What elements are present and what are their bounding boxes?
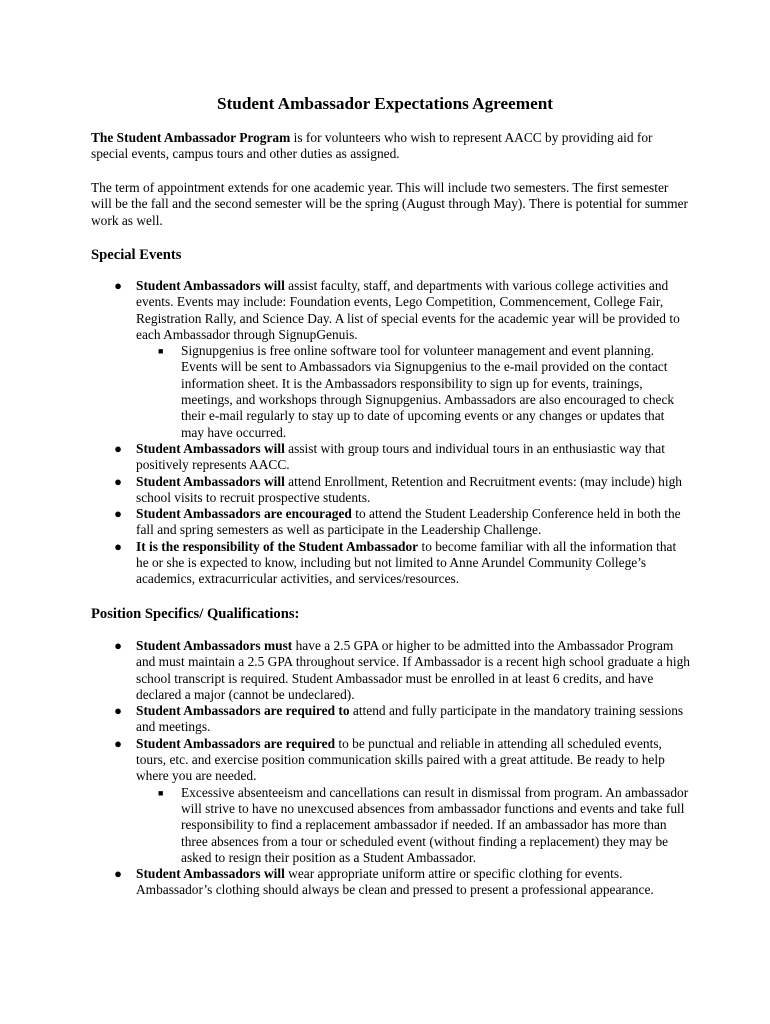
special-events-heading: Special Events [91,247,182,263]
document-title: Student Ambassador Expectations Agreement [217,94,553,113]
square-bullet-icon: ■ [158,787,164,798]
item-text: assist faculty, staff, and departments with various college activities and events. Events may include: Foundation events, Lego Competition, Commencement, College Fair, Registration Rally, and Science Day. A list of special events for the academic year will be provided to each Ambassador through SignupGenuis. [136,278,680,342]
list-item [0,278,690,343]
list-item [0,506,690,539]
sub-item-text: Signupgenius is free online software tool for volunteer management and event planning. Events will be sent to Ambassadors via Signupgenius to the e-mail provided on the contact information sheet. It is the Ambassadors responsibility to sign up for events, trainings, meetings, and workshops through Signupgenius. Ambassadors are also encouraged to check their e-mail regularly to stay up to date of upcoming events or any changes or updates that may have occurred. [181,343,675,440]
item-lead: Student Ambassadors will [136,473,285,489]
item-lead: Student Ambassadors are required [136,735,336,751]
item-lead: Student Ambassadors will [136,278,285,293]
sub-list-item [0,343,690,441]
bullet-icon: ● [114,278,122,293]
special-events-list [0,278,770,588]
intro-paragraph-1 [91,130,691,163]
item-text: to become familiar with all the information that he or she is expected to know, including but not limited to Anne Arundel Community College’s academics, extracurricular activities, and services/resources. [136,538,677,587]
program-name: The Student Ambassador Program [91,130,291,145]
intro-paragraph-2: The term of appointment extends for one academic year. This will include two semesters. The first semester will be the fall and the second semester will be the spring (August through May). There is potential for summer work as well. [91,180,688,228]
item-text: wear appropriate uniform attire or specific clothing for events. Ambassador’s clothing should always be clean and pressed to present a professional appearance. [136,866,654,898]
square-bullet-icon: ■ [158,346,164,357]
list-item [0,539,690,588]
bullet-icon: ● [114,638,122,653]
item-lead: Student Ambassadors will [136,866,285,882]
item-text: attend and fully participate in the mandatory training sessions and meetings. [136,703,684,735]
item-lead: Student Ambassadors must [136,638,293,653]
item-text: attend Enrollment, Retention and Recruitment events: (may include) high school visits to recruit prospective students. [136,473,682,505]
sub-item-text: Excessive absenteeism and cancellations can result in dismissal from program. An ambassador will strive to have no unexcused absences from ambassador functions and events and take full responsibility to find a replacement ambassador if needed. If an ambassador has more than three absences from a tour or scheduled event (without finding a replacement) they may be asked to resign their position as a Student Ambassador. [181,784,689,865]
position-heading: Position Specifics/ Qualifications: [91,606,300,622]
item-text: to attend the Student Leadership Conference held in both the fall and spring semesters as well as participate in the Leadership Challenge. [136,506,681,538]
position-list [0,638,770,899]
bullet-icon: ● [114,473,122,489]
list-item [0,703,690,736]
bullet-icon: ● [114,735,122,751]
bullet-icon: ● [114,440,122,456]
item-lead: Student Ambassadors will [136,440,285,456]
list-item [0,474,690,507]
intro-paragraph-1-text: is for volunteers who wish to represent AACC by providing aid for special events, campus tours and other duties as assigned. [91,130,653,162]
bullet-icon: ● [114,538,122,554]
list-item [0,638,690,703]
sub-list-item [0,785,690,866]
item-lead: Student Ambassadors are required to [136,703,350,719]
bullet-icon: ● [114,703,122,719]
list-item [0,866,690,899]
bullet-icon: ● [114,506,122,522]
item-lead: Student Ambassadors are encouraged [136,506,352,522]
item-text: to be punctual and reliable in attending all scheduled events, tours, etc. and exercise position communication skills paired with a great attitude. Be ready to help where you are needed. [136,735,665,784]
list-item [0,441,690,474]
list-item [0,736,690,785]
bullet-icon: ● [114,866,122,882]
item-text: have a 2.5 GPA or higher to be admitted into the Ambassador Program and must maintain a 2.5 GPA throughout service. If Ambassador is a recent high school graduate a high school transcript is required. Student Ambassador must be enrolled in at least 6 credits, and have declared a major (cannot be undeclared). [136,638,690,702]
item-lead: It is the responsibility of the Student Ambassador [136,538,419,554]
item-text: assist with group tours and individual tours in an enthusiastic way that positively represents AACC. [136,440,665,473]
